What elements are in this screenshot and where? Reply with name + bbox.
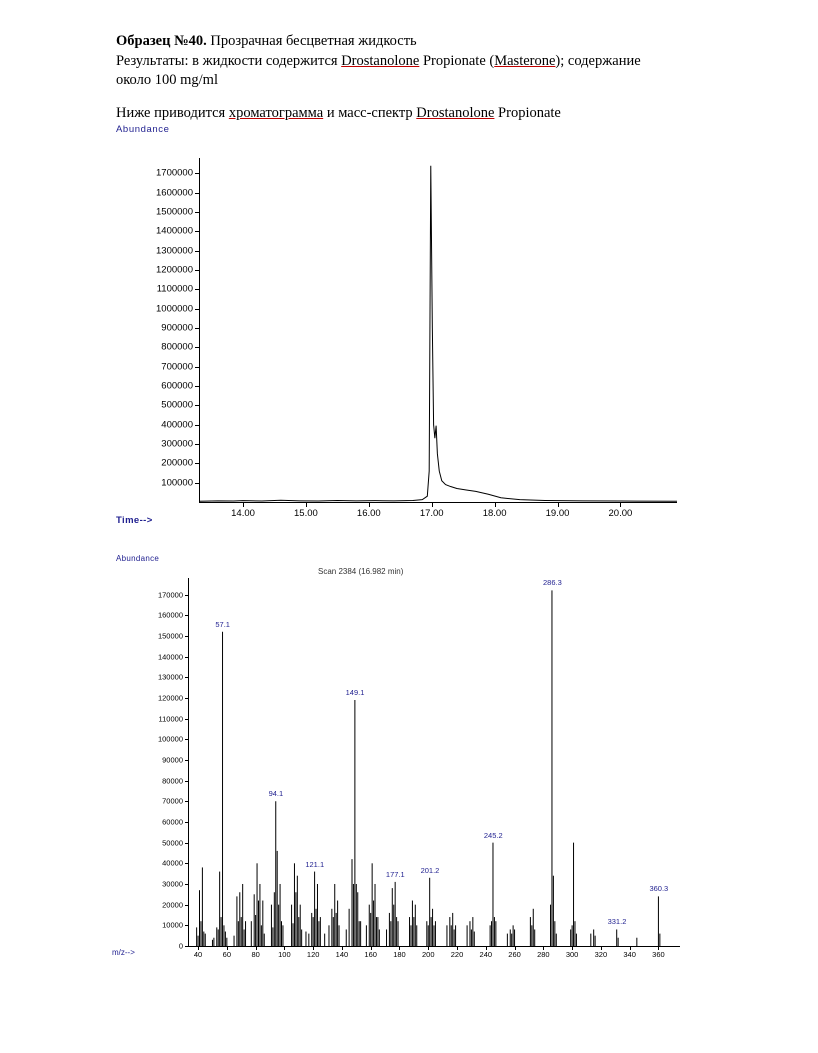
mass-spectrum-y-tick-label: 40000	[162, 858, 183, 868]
mass-spectrum-x-tick	[342, 947, 343, 950]
chromatogram-plot	[156, 158, 677, 519]
chromatogram-y-tick	[195, 444, 199, 445]
chromatogram-trace	[199, 158, 677, 502]
chromatogram-x-tick	[306, 503, 307, 507]
mass-spectrum-peak-label: 331.2	[607, 917, 627, 927]
mass-spectrum-x-tick	[284, 947, 285, 950]
chromatogram-y-tick-label: 300000	[161, 438, 193, 450]
chromatogram-x-tick-label: 16.00	[356, 508, 381, 519]
mass-spectrum-plot	[157, 578, 680, 959]
mass-spectrum-x-tick-label: 120	[306, 950, 320, 959]
text-line-3: около 100 mg/ml	[116, 72, 218, 89]
mass-spectrum-y-tick	[185, 843, 188, 844]
text-line-2	[116, 52, 716, 72]
chromatogram-y-tick-label: 1200000	[156, 264, 193, 276]
results-prefix: Результаты: в жидкости содержится	[116, 52, 342, 69]
mass-spectrum-y-tick	[185, 739, 188, 740]
chromatogram-y-tick-label: 400000	[161, 419, 193, 431]
chromatogram-x-tick-label: 15.00	[294, 508, 318, 519]
mass-spectrum-x-tick	[198, 947, 199, 950]
chromatogram-y-tick-label: 1400000	[156, 225, 193, 237]
chromatogram-y-tick	[195, 386, 199, 387]
mass-spectrum-x-tick-label: 180	[393, 950, 406, 959]
chromatogram-y-tick-label: 500000	[161, 399, 193, 411]
mass-spectrum-x-tick	[399, 947, 400, 950]
mass-spectrum-peak-label: 57.1	[215, 619, 230, 629]
chromatogram-y-tick-label: 1300000	[156, 245, 193, 257]
mass-spectrum-peak-label: 149.1	[345, 687, 365, 697]
mass-spectrum-y-tick-label: 70000	[162, 796, 183, 806]
mass-spectrum-x-axis	[188, 946, 680, 947]
mass-spectrum-y-tick-label: 150000	[157, 631, 183, 641]
mass-spectrum-y-tick	[185, 925, 188, 926]
chromatogram-x-tick-label: 14.00	[231, 508, 255, 519]
mass-spectrum-y-tick-label: 0	[178, 941, 183, 951]
compound-name-2: Drostanolone	[416, 104, 495, 121]
sample-label: Образец №40.	[116, 33, 207, 49]
chromatogram-y-tick	[195, 328, 199, 329]
mass-spectrum-peak-label: 245.2	[483, 830, 503, 840]
chromatogram-x-tick	[495, 503, 496, 507]
chromatogram-y-tick-label: 900000	[161, 322, 193, 334]
chromatogram-y-tick	[195, 289, 199, 290]
chromatogram-y-tick	[195, 193, 199, 194]
mass-spectrum-x-tick-label: 320	[594, 950, 608, 959]
mass-spectrum-y-tick-label: 80000	[162, 776, 183, 786]
figures-suffix: Propionate	[494, 104, 561, 121]
paragraph-gap	[116, 91, 716, 104]
chromatogram-x-axis	[199, 502, 677, 503]
mass-spectrum-x-tick-label: 100	[278, 950, 291, 959]
mass-spectrum-x-tick	[630, 947, 631, 950]
mass-spectrum-y-tick-label: 90000	[162, 755, 183, 765]
chromatogram-x-tick	[369, 503, 370, 507]
chromatogram-y-tick	[195, 231, 199, 232]
chromatogram-y-tick-label: 1500000	[156, 206, 193, 218]
mass-spectrum-y-tick	[185, 905, 188, 906]
mass-spectrum-x-tick	[457, 947, 458, 950]
mass-spectrum-x-tick-label: 220	[450, 950, 464, 959]
mass-spectrum-y-tick	[185, 781, 188, 782]
mass-spectrum-peak-label: 121.1	[305, 859, 325, 869]
mass-spectrum-y-tick-label: 160000	[157, 610, 183, 620]
chromatogram-y-tick	[195, 483, 199, 484]
results-mid: Propionate (	[419, 52, 495, 69]
chromatogram-word: хроматограмма	[228, 104, 324, 121]
results-suffix: ); содержание	[555, 52, 641, 69]
chromatogram-x-tick-label: 20.00	[608, 508, 633, 519]
chromatogram-x-tick-label: 19.00	[545, 508, 570, 519]
text-line-4	[116, 104, 716, 124]
text-line-1	[116, 32, 716, 52]
mass-spectrum-x-tick-label: 260	[508, 950, 521, 959]
mass-spectrum-bars	[188, 578, 680, 946]
mass-spectrum-y-tick-label: 20000	[162, 900, 183, 910]
mass-spectrum-x-tick-label: 360	[652, 950, 665, 959]
chromatogram-y-tick-label: 800000	[161, 341, 193, 353]
chromatogram-y-tick	[195, 309, 199, 310]
chromatogram-x-tick	[620, 503, 621, 507]
mass-spectrum-x-tick	[515, 947, 516, 950]
mass-spectrum-x-tick-label: 300	[565, 950, 579, 959]
mass-spectrum-y-tick-label: 170000	[157, 590, 183, 600]
mass-spectrum-y-tick	[185, 636, 188, 637]
mass-spectrum-y-tick-label: 110000	[158, 714, 183, 724]
chromatogram-x-tick	[243, 503, 244, 507]
mass-spectrum-x-tick-label: 240	[479, 950, 493, 959]
mass-spectrum-x-tick	[256, 947, 257, 950]
compound-name: Drostanolone	[341, 52, 420, 69]
mass-spectrum-x-tick-label: 40	[193, 950, 203, 959]
mass-spectrum-x-tick	[601, 947, 602, 950]
chromatogram-y-tick	[195, 212, 199, 213]
chromatogram-y-axis	[199, 158, 200, 502]
mass-spectrum-x-axis-title: m/z-->	[112, 948, 135, 957]
mass-spectrum-x-tick	[486, 947, 487, 950]
mass-spectrum-y-tick-label: 60000	[162, 817, 183, 827]
mass-spectrum-x-tick-label: 60	[222, 950, 231, 959]
sample-description: Прозрачная бесцветная жидкость	[206, 33, 417, 49]
chromatogram-y-tick-label: 1100000	[156, 283, 193, 295]
mass-spectrum-y-tick-label: 30000	[162, 879, 183, 889]
mass-spectrum-peak-label: 177.1	[385, 869, 405, 879]
chromatogram-y-tick-label: 1000000	[156, 303, 193, 315]
mass-spectrum-y-tick	[185, 595, 188, 596]
chromatogram-x-tick-label: 18.00	[482, 508, 507, 519]
chromatogram-y-axis-title: Abundance	[116, 124, 170, 135]
chromatogram-y-tick	[195, 347, 199, 348]
chromatogram-y-tick-label: 700000	[161, 361, 193, 373]
mass-spectrum-y-tick	[185, 657, 188, 658]
chromatogram-y-tick-label: 600000	[161, 380, 193, 392]
mass-spectrum-y-tick	[185, 760, 188, 761]
figures-prefix: Ниже приводится	[116, 104, 229, 121]
mass-spectrum-x-tick	[227, 947, 228, 950]
mass-spectrum-x-tick	[658, 947, 659, 950]
mass-spectrum-peak-label: 201.2	[420, 865, 440, 875]
mass-spectrum-peak-label: 360.3	[649, 884, 669, 894]
mass-spectrum-x-tick-label: 200	[421, 950, 435, 959]
mass-spectrum-x-tick	[572, 947, 573, 950]
mass-spectrum-y-tick	[185, 719, 188, 720]
mass-spectrum-x-tick-label: 280	[537, 950, 550, 959]
mass-spectrum-y-tick	[185, 677, 188, 678]
mass-spectrum-x-tick	[371, 947, 372, 950]
chromatogram-y-tick	[195, 405, 199, 406]
chromatogram-x-tick	[558, 503, 559, 507]
mass-spectrum-x-tick-label: 140	[335, 950, 349, 959]
mass-spectrum-y-tick-label: 10000	[162, 920, 183, 930]
mass-spectrum-x-tick-label: 80	[251, 950, 260, 959]
mass-spectrum-y-tick	[185, 863, 188, 864]
chromatogram-y-tick-label: 1600000	[156, 187, 193, 199]
mass-spectrum-x-tick	[428, 947, 429, 950]
mass-spectrum-y-tick	[185, 822, 188, 823]
mass-spectrum-title: Scan 2384 (16.982 min)	[318, 567, 404, 576]
brand-name: Masterone	[494, 52, 556, 69]
chromatogram-y-tick	[195, 270, 199, 271]
mass-spectrum-x-tick-label: 340	[623, 950, 636, 959]
chromatogram-y-tick-label: 200000	[161, 457, 193, 469]
chromatogram-y-tick	[195, 463, 199, 464]
chromatogram-x-tick-label: 17.00	[419, 508, 444, 519]
mass-spectrum-y-tick-label: 50000	[162, 838, 183, 848]
mass-spectrum-x-tick-label: 160	[364, 950, 377, 959]
mass-spectrum-y-tick	[185, 884, 188, 885]
mass-spectrum-y-tick	[185, 698, 188, 699]
mass-spectrum-y-tick-label: 130000	[157, 672, 183, 682]
figures-mid: и масс-спектр	[323, 104, 417, 121]
chromatogram-y-tick	[195, 251, 199, 252]
mass-spectrum-y-axis-title: Abundance	[116, 554, 160, 563]
mass-spectrum-y-axis	[188, 578, 189, 946]
mass-spectrum-peak-label: 94.1	[268, 789, 284, 799]
mass-spectrum-y-tick-label: 100000	[157, 734, 183, 744]
mass-spectrum-y-tick	[185, 801, 188, 802]
mass-spectrum-y-tick	[185, 946, 188, 947]
chromatogram-x-tick	[432, 503, 433, 507]
chromatogram-y-tick	[195, 425, 199, 426]
mass-spectrum-y-tick	[185, 615, 188, 616]
mass-spectrum-peak-label: 286.3	[543, 578, 562, 588]
chromatogram-x-axis-title: Time-->	[116, 515, 153, 526]
mass-spectrum-y-tick-label: 120000	[157, 693, 183, 703]
chromatogram-y-tick	[195, 173, 199, 174]
mass-spectrum-x-tick	[313, 947, 314, 950]
mass-spectrum-x-tick	[543, 947, 544, 950]
chromatogram-y-tick	[195, 367, 199, 368]
chromatogram-y-tick-label: 1700000	[156, 167, 193, 179]
mass-spectrum-y-tick-label: 140000	[157, 652, 183, 662]
document-text	[116, 32, 716, 123]
chromatogram-y-tick-label: 100000	[161, 477, 193, 489]
